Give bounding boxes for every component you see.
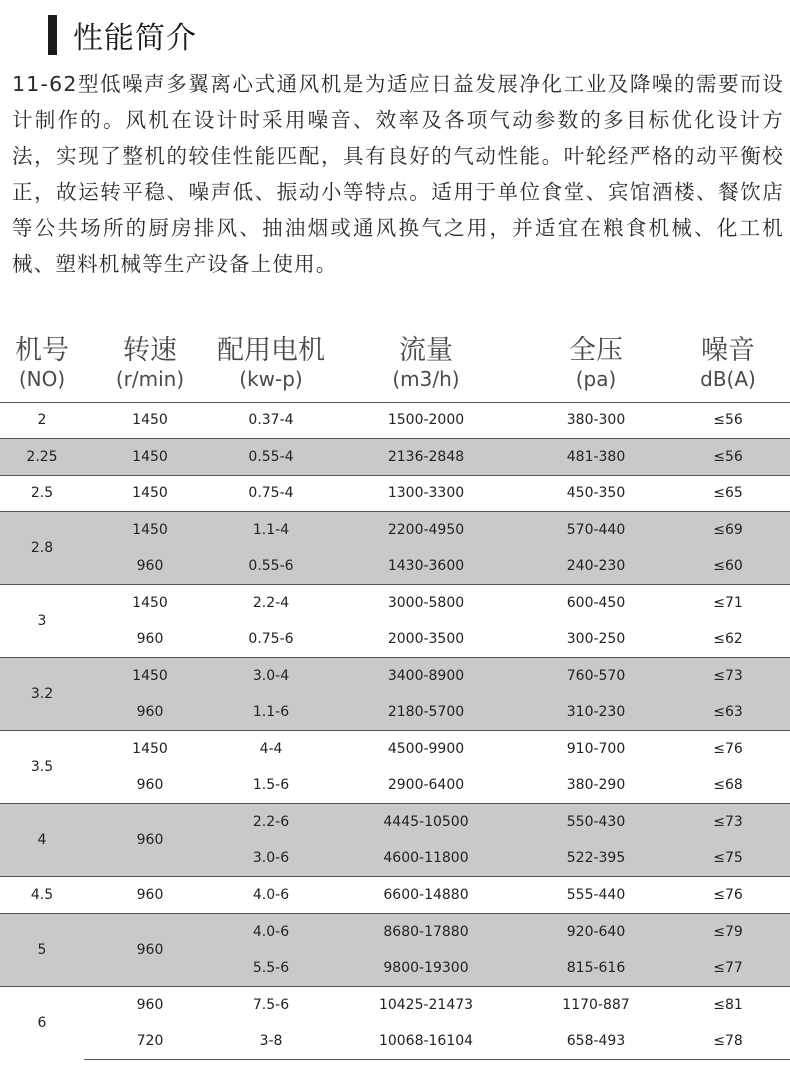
table-row — [0, 621, 790, 658]
cell-motor: 0.55-4 — [216, 439, 326, 476]
cell-motor: 1.5-6 — [252, 777, 290, 793]
cell-flow: 4600-11800 — [326, 840, 526, 877]
table-row — [0, 913, 790, 950]
cell-noise: ≤75 — [666, 840, 790, 877]
cell-pressure: 815-616 — [526, 950, 666, 987]
table-row — [0, 402, 790, 439]
cell-speed: 960 — [84, 913, 216, 986]
table-row — [0, 585, 790, 622]
table-row — [0, 804, 790, 841]
col-header-no — [0, 326, 84, 402]
cell-pressure: 920-640 — [526, 913, 666, 950]
col-header-label: 噪音 — [701, 334, 755, 366]
cell-model-no: 2.8 — [0, 512, 84, 585]
cell-pressure: 600-450 — [526, 585, 666, 622]
col-header-label: 全压 — [569, 334, 623, 366]
table-row — [0, 731, 790, 768]
col-header-unit: (NO) — [18, 366, 66, 391]
section-header — [48, 14, 197, 56]
col-header-speed — [84, 326, 216, 402]
cell-noise: ≤60 — [666, 548, 790, 585]
table-row — [0, 1023, 790, 1060]
col-header-motor — [216, 326, 326, 402]
cell-motor: 4.0-6 — [216, 913, 326, 950]
cell-flow: 2900-6400 — [387, 777, 465, 793]
col-header-label: 机号 — [15, 334, 69, 366]
col-header-pressure — [526, 326, 666, 402]
cell-speed: 960 — [84, 804, 216, 877]
table-row — [0, 877, 790, 914]
col-header-label: 配用电机 — [217, 334, 325, 366]
cell-motor: 3-8 — [216, 1023, 326, 1060]
cell-model-no: 4 — [0, 804, 84, 877]
cell-motor: 7.5-6 — [216, 986, 326, 1023]
cell-motor: 2.2-4 — [216, 585, 326, 622]
cell-speed: 1450 — [84, 475, 216, 512]
cell-model-no: 2 — [0, 402, 84, 439]
cell-flow: 10425-21473 — [326, 986, 526, 1023]
col-header-unit: (kw-p) — [239, 366, 303, 391]
cell-speed: 1450 — [84, 402, 216, 439]
cell-flow: 1430-3600 — [326, 548, 526, 585]
cell-flow: 8680-17880 — [326, 913, 526, 950]
cell-pressure: 570-440 — [526, 512, 666, 549]
cell-motor: 5.5-6 — [216, 950, 326, 987]
cell-motor: 0.75-4 — [216, 475, 326, 512]
cell-pressure: 658-493 — [526, 1023, 666, 1060]
cell-pressure: 522-395 — [526, 840, 666, 877]
cell-speed: 960 — [84, 548, 216, 585]
cell-noise: ≤69 — [666, 512, 790, 549]
cell-speed: 1450 — [84, 585, 216, 622]
cell-model-no: 5 — [0, 913, 84, 986]
cell-flow: 2000-3500 — [387, 631, 465, 647]
cell-noise: ≤78 — [666, 1023, 790, 1060]
cell-pressure: 310-230 — [526, 694, 666, 731]
cell-speed: 720 — [84, 1023, 216, 1060]
table-row — [0, 767, 790, 804]
cell-speed: 1450 — [84, 731, 216, 768]
col-header-label: 流量 — [399, 334, 453, 366]
table-header — [0, 326, 790, 402]
table-row — [0, 986, 790, 1023]
intro-paragraph: 11-62型低噪声多翼离心式通风机是为适应日益发展净化工业及降噪的需要而设计制作的。风机在设计时采用噪音、效率及各项气动参数的多目标优化设计方法，实现了整机的较佳性能匹配，具有良好的气动性能。叶轮经严格的动平衡校正，故运转平稳、噪声低、振动小等特点。适用于单位食堂、宾馆酒楼、餐饮店等公共场所的厨房排风、抽油烟或通风换气之用，并适宜在粮食机械、化工机械、塑料机械等生产设备上使用。 — [12, 72, 784, 276]
header-row — [0, 326, 790, 402]
table-row — [0, 439, 790, 476]
section-title: 性能简介 — [73, 21, 197, 56]
cell-pressure: 450-350 — [526, 475, 666, 512]
cell-noise: ≤65 — [666, 475, 790, 512]
table-row — [0, 475, 790, 512]
cell-flow: 3000-5800 — [326, 585, 526, 622]
cell-flow: 10068-16104 — [326, 1023, 526, 1060]
cell-noise: ≤73 — [666, 804, 790, 841]
cell-pressure: 1170-887 — [526, 986, 666, 1023]
cell-noise: ≤56 — [666, 439, 790, 476]
col-header-unit: (r/min) — [115, 366, 185, 391]
cell-model-no: 2.5 — [0, 475, 84, 512]
cell-pressure: 240-230 — [526, 548, 666, 585]
col-header-flow — [326, 326, 526, 402]
cell-flow: 4500-9900 — [326, 731, 526, 768]
cell-speed: 1450 — [84, 512, 216, 549]
cell-flow: 1300-3300 — [326, 475, 526, 512]
cell-noise: ≤81 — [666, 986, 790, 1023]
cell-flow: 2200-4950 — [326, 512, 526, 549]
cell-motor: 4-4 — [216, 731, 326, 768]
table-body — [0, 402, 790, 1059]
cell-noise: ≤77 — [666, 950, 790, 987]
cell-speed: 960 — [84, 986, 216, 1023]
cell-pressure: 380-300 — [526, 402, 666, 439]
cell-pressure: 760-570 — [526, 658, 666, 695]
cell-flow: 9800-19300 — [326, 950, 526, 987]
performance-table — [0, 326, 790, 1060]
cell-pressure: 300-250 — [566, 631, 626, 647]
cell-flow: 2180-5700 — [326, 694, 526, 731]
cell-noise: ≤63 — [666, 694, 790, 731]
cell-speed: 1450 — [84, 658, 216, 695]
col-header-unit: (m3/h) — [392, 366, 460, 391]
cell-noise: ≤68 — [713, 777, 743, 793]
cell-model-no: 4.5 — [0, 877, 84, 914]
cell-pressure: 555-440 — [526, 877, 666, 914]
col-header-label: 转速 — [123, 334, 177, 366]
cell-pressure: 380-290 — [566, 777, 626, 793]
cell-speed: 960 — [84, 694, 216, 731]
cell-speed: 1450 — [84, 439, 216, 476]
cell-model-no: 3.5 — [0, 731, 84, 804]
table-row — [0, 548, 790, 585]
cell-model-no: 6 — [0, 986, 84, 1059]
cell-model-no: 3.2 — [0, 658, 84, 731]
cell-noise: ≤76 — [666, 731, 790, 768]
cell-flow: 1500-2000 — [326, 402, 526, 439]
cell-speed: 960 — [84, 877, 216, 914]
cell-noise: ≤56 — [666, 402, 790, 439]
cell-pressure: 910-700 — [526, 731, 666, 768]
heading-accent-bar — [48, 15, 57, 55]
cell-noise: ≤71 — [666, 585, 790, 622]
cell-flow: 4445-10500 — [326, 804, 526, 841]
cell-speed: 960 — [136, 777, 164, 793]
cell-pressure: 550-430 — [526, 804, 666, 841]
cell-noise: ≤76 — [666, 877, 790, 914]
cell-motor: 0.75-6 — [248, 631, 294, 647]
cell-motor: 3.0-4 — [216, 658, 326, 695]
cell-flow: 2136-2848 — [326, 439, 526, 476]
table-row — [0, 658, 790, 695]
cell-noise: ≤73 — [666, 658, 790, 695]
cell-speed: 960 — [136, 631, 164, 647]
table-row — [0, 694, 790, 731]
cell-motor: 1.1-6 — [216, 694, 326, 731]
cell-flow: 6600-14880 — [326, 877, 526, 914]
cell-motor: 2.2-6 — [216, 804, 326, 841]
col-header-unit: (pa) — [575, 366, 617, 391]
cell-motor: 0.37-4 — [216, 402, 326, 439]
cell-noise: ≤62 — [713, 631, 743, 647]
cell-noise: ≤79 — [666, 913, 790, 950]
table-row — [0, 512, 790, 549]
col-header-unit: dB(A) — [700, 366, 756, 391]
cell-motor: 0.55-6 — [216, 548, 326, 585]
cell-motor: 3.0-6 — [216, 840, 326, 877]
cell-model-no: 3 — [0, 585, 84, 658]
cell-motor: 4.0-6 — [216, 877, 326, 914]
col-header-noise — [666, 326, 790, 402]
cell-pressure: 481-380 — [526, 439, 666, 476]
cell-motor: 1.1-4 — [216, 512, 326, 549]
cell-flow: 3400-8900 — [326, 658, 526, 695]
cell-model-no: 2.25 — [0, 439, 84, 476]
